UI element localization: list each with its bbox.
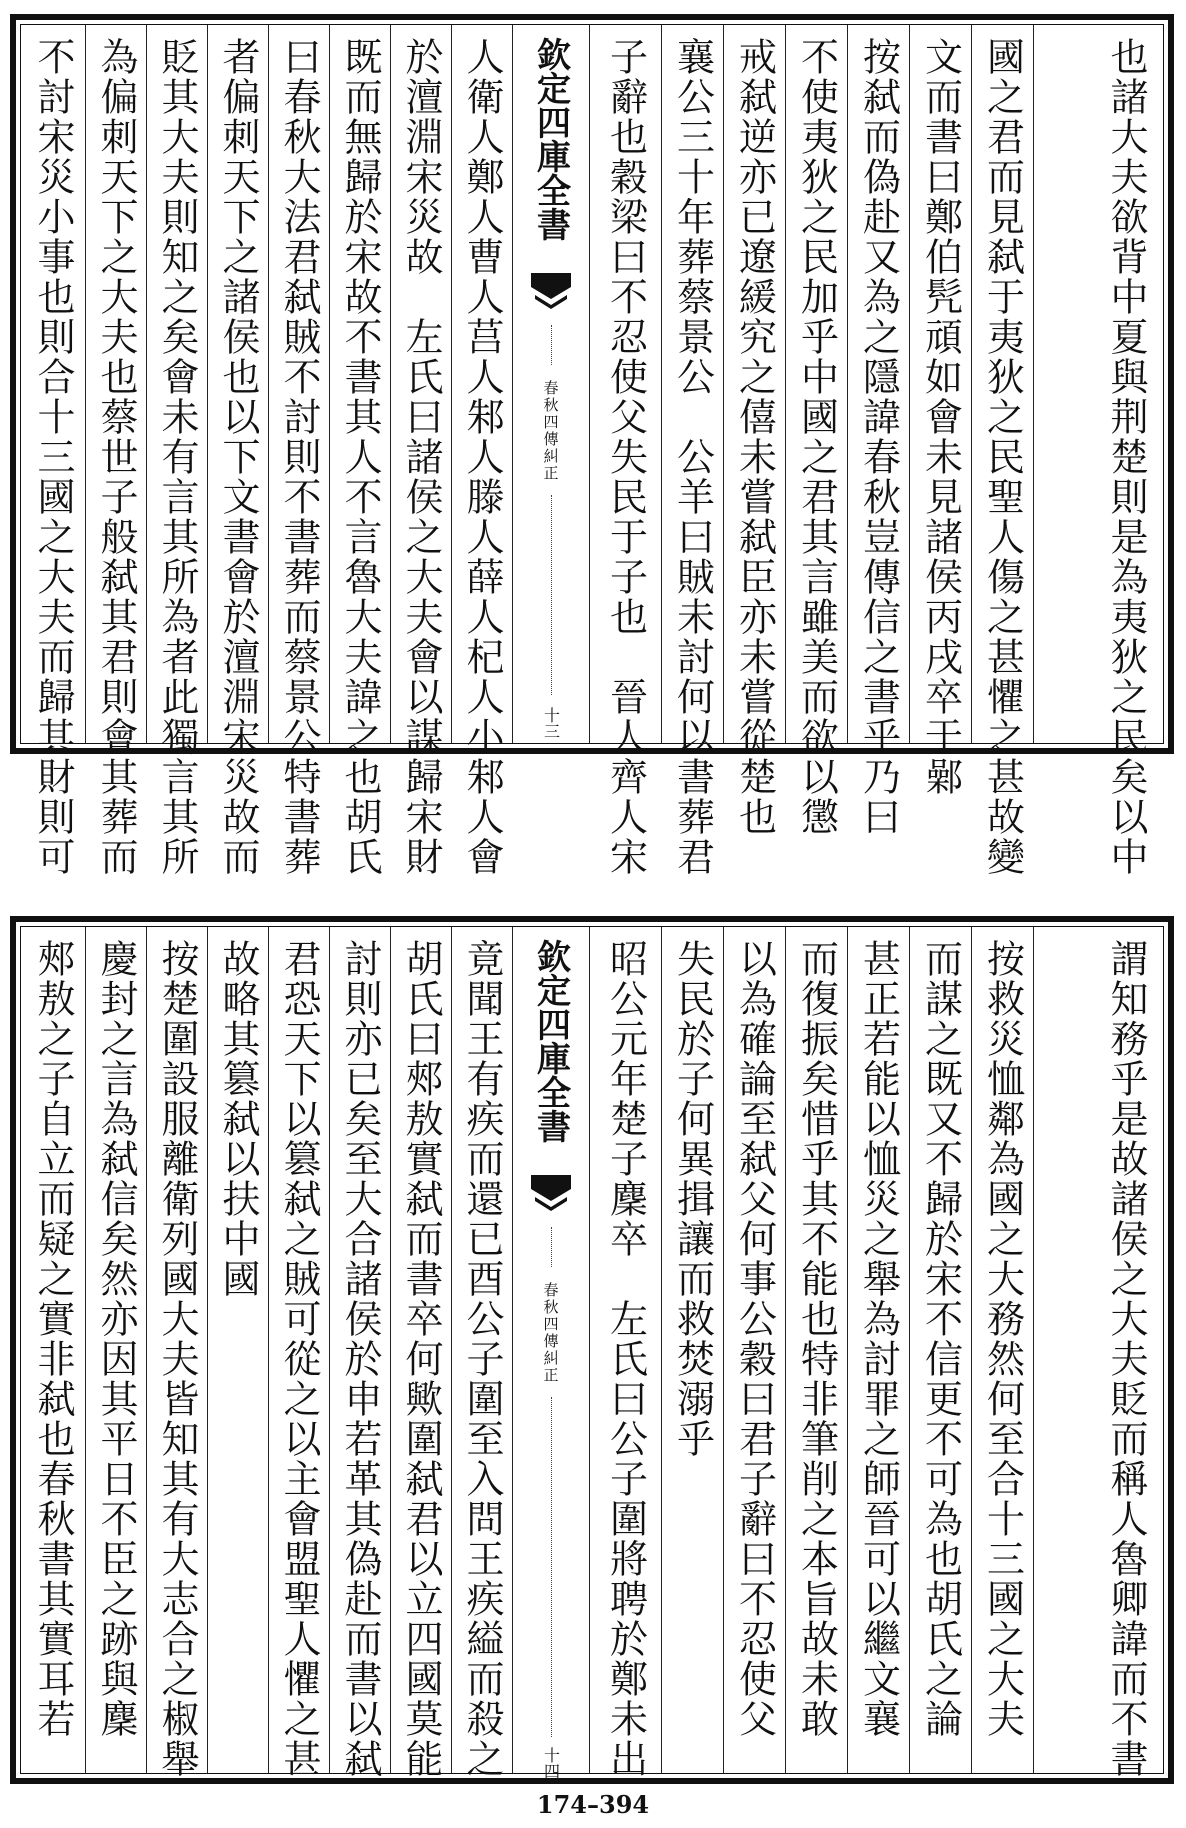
column-text: 胡氏曰郟敖實弑而書卒何歟圍弑君以立四國莫能	[399, 939, 443, 1779]
column-text: 人衛人鄭人曹人莒人邾人滕人薛人杞人小邾人會	[460, 37, 504, 877]
book-title: 欽定四庫全書	[530, 939, 571, 1143]
lower-page	[10, 916, 1174, 1784]
column-text: 君恐天下以篡弑之賊可從之以主會盟聖人懼之甚	[277, 939, 321, 1779]
text-column	[910, 927, 972, 1773]
text-column	[269, 25, 330, 877]
fold-line	[551, 325, 552, 365]
column-text: 子辭也穀梁曰不忍使父失民于子也 晉人齊人宋	[603, 37, 648, 877]
center-fold-column	[513, 25, 590, 743]
text-column	[724, 927, 786, 1773]
book-subtitle: 春秋四傳糾正	[541, 380, 560, 482]
column-text: 既而無歸於宋故不書其人不言魯大夫諱之也胡氏	[338, 37, 382, 877]
text-column	[786, 927, 848, 1773]
text-column	[724, 25, 786, 837]
text-column	[972, 927, 1034, 1773]
column-text: 謂知務乎是故諸侯之大夫貶而稱人魯卿諱而不書	[1104, 939, 1148, 1779]
text-column	[452, 25, 513, 877]
upper-page	[10, 14, 1174, 877]
text-column	[147, 25, 208, 877]
text-column	[391, 927, 452, 1779]
column-text: 為偏刺天下之大夫也蔡世子般弑其君則會其葬而	[94, 37, 138, 877]
text-column	[662, 927, 724, 1773]
book-subtitle: 春秋四傳糾正	[541, 1282, 560, 1384]
text-column	[910, 25, 972, 797]
column-text: 不使夷狄之民加乎中國之君其言雖美而欲以懲	[794, 37, 839, 837]
text-column	[662, 25, 724, 877]
text-column	[330, 25, 391, 877]
text-column	[391, 25, 452, 877]
column-text: 國之君而見弑于夷狄之民聖人傷之甚懼之甚故變	[980, 37, 1025, 877]
text-column	[786, 25, 848, 837]
column-text: 而復振矣惜乎其不能也特非筆削之本旨故未敢	[794, 939, 839, 1739]
text-column	[590, 927, 662, 1779]
text-column	[147, 927, 208, 1779]
column-text: 戒弑逆亦已遼緩究之僖未嘗弑臣亦未嘗從楚也	[732, 37, 777, 837]
text-column	[208, 927, 269, 1773]
fold-line	[551, 495, 552, 695]
book-title: 欽定四庫全書	[530, 37, 571, 241]
column-text: 故略其篡弑以扶中國	[216, 939, 260, 1299]
column-text: 以為確論至弑父何事公穀曰君子辭曰不忍使父	[732, 939, 777, 1739]
text-column	[330, 927, 391, 1779]
column-text: 昭公元年楚子麇卒 左氏曰公子圍將聘於鄭未出	[603, 939, 648, 1779]
text-column	[86, 927, 147, 1773]
text-column	[452, 927, 513, 1779]
fishtail-mark-icon	[531, 1175, 571, 1215]
text-column	[86, 25, 147, 877]
column-text: 貶其大夫則知之矣會未有言其所為者此獨言其所	[155, 37, 199, 877]
text-column	[21, 927, 86, 1773]
column-text: 文而書曰鄭伯髠頑如會未見諸侯丙戌卒于鄵	[918, 37, 963, 797]
column-text: 甚正若能以恤災之舉為討罪之師晉可以繼文襄	[856, 939, 901, 1739]
text-column	[590, 25, 662, 877]
column-text: 按楚圍設服離衛列國大夫皆知其有大志合之椒舉	[155, 939, 199, 1779]
fishtail-mark-icon	[531, 273, 571, 313]
text-column	[848, 25, 910, 837]
column-text: 按弑而偽赴又為之隱諱春秋豈傳信之書乎乃曰	[856, 37, 901, 837]
column-text: 討則亦已矣至大合諸侯於申若革其偽赴而書以弑	[338, 939, 382, 1779]
leaf-number: 十三	[541, 707, 561, 739]
column-text: 竟聞王有疾而還已酉公子圍至入問王疾縊而殺之	[460, 939, 504, 1779]
fold-line	[551, 1227, 552, 1267]
text-column	[1034, 25, 1165, 877]
center-fold-column	[513, 927, 590, 1779]
text-column	[269, 927, 330, 1779]
column-text: 也諸大夫欲背中夏與荆楚則是為夷狄之民矣以中	[1104, 37, 1148, 877]
column-text: 於澶淵宋災故 左氏曰諸侯之大夫會以謀歸宋財	[399, 37, 443, 877]
text-column	[208, 25, 269, 877]
text-column	[21, 25, 86, 877]
text-column	[972, 25, 1034, 877]
text-column	[1034, 927, 1165, 1779]
column-text: 失民於子何異揖讓而救焚溺乎	[670, 939, 715, 1459]
column-text: 不討宋災小事也則合十三國之大夫而歸其財則可	[31, 37, 75, 877]
column-text: 而謀之既又不歸於宋不信更不可為也胡氏之論	[918, 939, 963, 1739]
page-number-footer: 174–394	[536, 1790, 650, 1819]
column-text: 慶封之言為弑信矣然亦因其平日不臣之跡與麇	[94, 939, 138, 1739]
column-text: 者偏刺天下之諸侯也以下文書會於澶淵宋災故而	[216, 37, 260, 877]
column-text: 曰春秋大法君弑賊不討則不書葬而蔡景公特書葬	[277, 37, 321, 877]
upper-page-inner	[20, 24, 1164, 877]
lower-page-inner	[20, 926, 1164, 1779]
fold-line	[551, 1397, 552, 1737]
column-text: 襄公三十年葬蔡景公 公羊曰賊未討何以書葬君	[670, 37, 715, 877]
text-column	[848, 927, 910, 1773]
leaf-number: 十四	[541, 1747, 561, 1779]
column-text: 郟敖之子自立而疑之實非弑也春秋書其實耳若	[31, 939, 75, 1739]
column-text: 按救災恤鄰為國之大務然何至合十三國之大夫	[980, 939, 1025, 1739]
